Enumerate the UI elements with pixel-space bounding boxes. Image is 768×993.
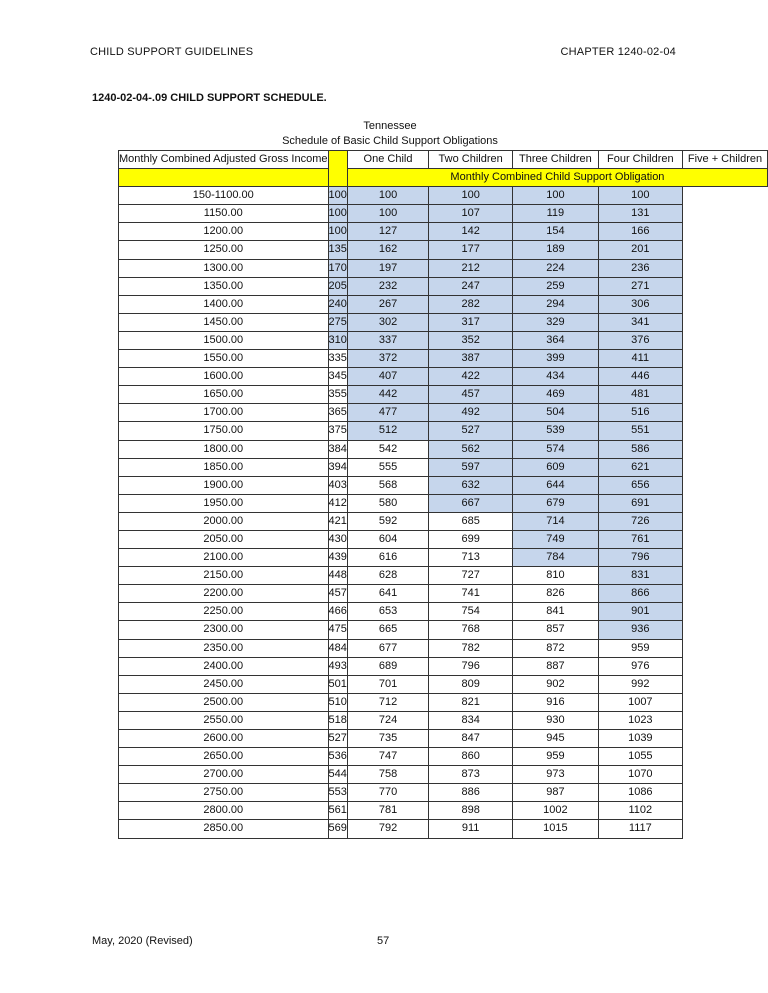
obligation-cell: 387 <box>429 350 513 368</box>
obligation-cell: 872 <box>513 639 598 657</box>
obligation-cell: 857 <box>513 621 598 639</box>
obligation-cell: 475 <box>328 621 347 639</box>
table-row <box>119 313 768 331</box>
obligation-cell: 544 <box>328 766 347 784</box>
band-row <box>119 169 768 187</box>
obligation-cell: 887 <box>513 657 598 675</box>
obligation-cell: 259 <box>513 277 598 295</box>
income-cell: 1200.00 <box>119 223 329 241</box>
running-header-chapter: CHAPTER 1240-02-04 <box>560 46 676 58</box>
schedule-body <box>119 187 768 838</box>
obligation-cell: 1117 <box>598 820 682 838</box>
income-cell: 2300.00 <box>119 621 329 639</box>
obligation-cell: 810 <box>513 567 598 585</box>
obligation-cell: 574 <box>513 440 598 458</box>
obligation-cell: 987 <box>513 784 598 802</box>
income-cell: 2700.00 <box>119 766 329 784</box>
obligation-cell: 561 <box>328 802 347 820</box>
obligation-cell: 860 <box>429 748 513 766</box>
obligation-cell: 898 <box>429 802 513 820</box>
income-cell: 2850.00 <box>119 820 329 838</box>
obligation-cell: 761 <box>598 530 682 548</box>
obligation-cell: 294 <box>513 295 598 313</box>
obligation-cell: 512 <box>347 422 428 440</box>
obligation-cell: 1007 <box>598 693 682 711</box>
obligation-cell: 448 <box>328 567 347 585</box>
obligation-cell: 826 <box>513 585 598 603</box>
income-cell: 1750.00 <box>119 422 329 440</box>
obligation-cell: 170 <box>328 259 347 277</box>
income-cell: 1550.00 <box>119 350 329 368</box>
obligation-cell: 399 <box>513 350 598 368</box>
band-spacer <box>119 169 329 187</box>
income-cell: 2500.00 <box>119 693 329 711</box>
obligation-cell: 271 <box>598 277 682 295</box>
obligation-cell: 375 <box>328 422 347 440</box>
obligation-cell: 936 <box>598 621 682 639</box>
obligation-cell: 641 <box>347 585 428 603</box>
income-cell: 1600.00 <box>119 368 329 386</box>
table-row <box>119 621 768 639</box>
table-header-row <box>119 151 768 169</box>
obligation-cell: 337 <box>347 331 428 349</box>
income-cell: 2250.00 <box>119 603 329 621</box>
obligation-cell: 135 <box>328 241 347 259</box>
obligation-cell: 901 <box>598 603 682 621</box>
obligation-cell: 834 <box>429 711 513 729</box>
obligation-cell: 439 <box>328 549 347 567</box>
table-row <box>119 820 768 838</box>
table-row <box>119 458 768 476</box>
income-cell: 1350.00 <box>119 277 329 295</box>
obligation-cell: 580 <box>347 494 428 512</box>
table-row <box>119 187 768 205</box>
obligation-cell: 376 <box>598 331 682 349</box>
obligation-cell: 329 <box>513 313 598 331</box>
column-header-one-child: One Child <box>347 151 428 169</box>
obligation-cell: 597 <box>429 458 513 476</box>
obligation-cell: 768 <box>429 621 513 639</box>
obligation-cell: 372 <box>347 350 428 368</box>
income-cell: 1150.00 <box>119 205 329 223</box>
obligation-cell: 310 <box>328 331 347 349</box>
obligation-cell: 714 <box>513 512 598 530</box>
obligation-cell: 403 <box>328 476 347 494</box>
obligation-cell: 282 <box>429 295 513 313</box>
obligation-cell: 873 <box>429 766 513 784</box>
obligation-cell: 667 <box>429 494 513 512</box>
column-header-three-children: Three Children <box>513 151 598 169</box>
table-row <box>119 530 768 548</box>
obligation-cell: 841 <box>513 603 598 621</box>
table-row <box>119 730 768 748</box>
obligation-cell: 341 <box>598 313 682 331</box>
obligation-cell: 412 <box>328 494 347 512</box>
obligation-cell: 679 <box>513 494 598 512</box>
obligation-cell: 100 <box>328 223 347 241</box>
obligation-cell: 1102 <box>598 802 682 820</box>
obligation-cell: 735 <box>347 730 428 748</box>
obligation-cell: 100 <box>328 205 347 223</box>
table-row <box>119 404 768 422</box>
obligation-cell: 569 <box>328 820 347 838</box>
obligation-cell: 536 <box>328 748 347 766</box>
obligation-cell: 632 <box>429 476 513 494</box>
obligation-cell: 677 <box>347 639 428 657</box>
obligation-cell: 177 <box>429 241 513 259</box>
obligation-cell: 421 <box>328 512 347 530</box>
table-row <box>119 603 768 621</box>
obligation-cell: 247 <box>429 277 513 295</box>
obligation-cell: 770 <box>347 784 428 802</box>
obligation-cell: 527 <box>328 730 347 748</box>
table-row <box>119 277 768 295</box>
obligation-cell: 592 <box>347 512 428 530</box>
obligation-cell: 656 <box>598 476 682 494</box>
income-cell: 1900.00 <box>119 476 329 494</box>
support-schedule-table <box>118 150 768 839</box>
obligation-cell: 317 <box>429 313 513 331</box>
obligation-cell: 501 <box>328 675 347 693</box>
obligation-cell: 959 <box>598 639 682 657</box>
income-cell: 1400.00 <box>119 295 329 313</box>
page-number: 57 <box>377 935 390 947</box>
obligation-cell: 911 <box>429 820 513 838</box>
income-cell: 2050.00 <box>119 530 329 548</box>
obligation-cell: 100 <box>347 187 428 205</box>
obligation-cell: 976 <box>598 657 682 675</box>
obligation-cell: 457 <box>328 585 347 603</box>
obligation-cell: 469 <box>513 386 598 404</box>
obligation-cell: 741 <box>429 585 513 603</box>
obligation-cell: 477 <box>347 404 428 422</box>
table-row <box>119 422 768 440</box>
obligation-cell: 551 <box>598 422 682 440</box>
obligation-cell: 127 <box>347 223 428 241</box>
obligation-cell: 510 <box>328 693 347 711</box>
obligation-cell: 504 <box>513 404 598 422</box>
table-caption-title: Schedule of Basic Child Support Obligations <box>282 135 498 147</box>
income-cell: 2450.00 <box>119 675 329 693</box>
table-row <box>119 259 768 277</box>
obligation-cell: 189 <box>513 241 598 259</box>
table-row <box>119 386 768 404</box>
income-cell: 2750.00 <box>119 784 329 802</box>
obligation-cell: 100 <box>328 187 347 205</box>
obligation-cell: 100 <box>347 205 428 223</box>
income-cell: 2200.00 <box>119 585 329 603</box>
obligation-cell: 539 <box>513 422 598 440</box>
table-row <box>119 440 768 458</box>
obligation-cell: 758 <box>347 766 428 784</box>
table-row <box>119 784 768 802</box>
obligation-cell: 665 <box>347 621 428 639</box>
obligation-cell: 866 <box>598 585 682 603</box>
obligation-cell: 493 <box>328 657 347 675</box>
table-row <box>119 549 768 567</box>
obligation-cell: 442 <box>347 386 428 404</box>
table-row <box>119 748 768 766</box>
obligation-cell: 562 <box>429 440 513 458</box>
obligation-cell: 726 <box>598 512 682 530</box>
obligation-cell: 162 <box>347 241 428 259</box>
obligation-cell: 481 <box>598 386 682 404</box>
obligation-cell: 902 <box>513 675 598 693</box>
obligation-cell: 232 <box>347 277 428 295</box>
obligation-cell: 205 <box>328 277 347 295</box>
obligation-cell: 306 <box>598 295 682 313</box>
column-header-four-children: Four Children <box>598 151 682 169</box>
obligation-cell: 1055 <box>598 748 682 766</box>
income-cell: 2100.00 <box>119 549 329 567</box>
obligation-cell: 384 <box>328 440 347 458</box>
obligation-cell: 609 <box>513 458 598 476</box>
obligation-cell: 886 <box>429 784 513 802</box>
obligation-cell: 516 <box>598 404 682 422</box>
obligation-cell: 644 <box>513 476 598 494</box>
obligation-cell: 302 <box>347 313 428 331</box>
table-row <box>119 223 768 241</box>
obligation-cell: 701 <box>347 675 428 693</box>
obligation-cell: 945 <box>513 730 598 748</box>
obligation-cell: 959 <box>513 748 598 766</box>
obligation-cell: 352 <box>429 331 513 349</box>
obligation-cell: 236 <box>598 259 682 277</box>
income-cell: 150-1100.00 <box>119 187 329 205</box>
obligation-cell: 365 <box>328 404 347 422</box>
income-cell: 2650.00 <box>119 748 329 766</box>
income-cell: 1300.00 <box>119 259 329 277</box>
obligation-cell: 275 <box>328 313 347 331</box>
obligation-cell: 240 <box>328 295 347 313</box>
obligation-cell: 796 <box>598 549 682 567</box>
obligation-cell: 197 <box>347 259 428 277</box>
income-cell: 1850.00 <box>119 458 329 476</box>
obligation-cell: 628 <box>347 567 428 585</box>
obligation-cell: 446 <box>598 368 682 386</box>
obligation-cell: 604 <box>347 530 428 548</box>
obligation-cell: 784 <box>513 549 598 567</box>
table-row <box>119 205 768 223</box>
obligation-cell: 713 <box>429 549 513 567</box>
obligation-cell: 355 <box>328 386 347 404</box>
obligation-cell: 201 <box>598 241 682 259</box>
obligation-cell: 992 <box>598 675 682 693</box>
obligation-cell: 1086 <box>598 784 682 802</box>
obligation-cell: 712 <box>347 693 428 711</box>
table-row <box>119 693 768 711</box>
income-cell: 1500.00 <box>119 331 329 349</box>
obligation-cell: 749 <box>513 530 598 548</box>
income-cell: 2350.00 <box>119 639 329 657</box>
obligation-cell: 100 <box>513 187 598 205</box>
column-header-five-plus-children: Five + Children <box>683 151 768 169</box>
obligation-cell: 747 <box>347 748 428 766</box>
obligation-cell: 224 <box>513 259 598 277</box>
footer-revision-date: May, 2020 (Revised) <box>92 935 193 947</box>
obligation-cell: 1023 <box>598 711 682 729</box>
table-row <box>119 368 768 386</box>
obligation-cell: 796 <box>429 657 513 675</box>
obligation-cell: 754 <box>429 603 513 621</box>
income-cell: 2600.00 <box>119 730 329 748</box>
obligation-cell: 653 <box>347 603 428 621</box>
obligation-cell: 527 <box>429 422 513 440</box>
obligation-cell: 430 <box>328 530 347 548</box>
obligation-band-label: Monthly Combined Child Support Obligation <box>347 169 767 187</box>
obligation-cell: 792 <box>347 820 428 838</box>
obligation-cell: 781 <box>347 802 428 820</box>
obligation-cell: 484 <box>328 639 347 657</box>
table-row <box>119 350 768 368</box>
obligation-cell: 916 <box>513 693 598 711</box>
obligation-cell: 616 <box>347 549 428 567</box>
obligation-cell: 345 <box>328 368 347 386</box>
obligation-cell: 267 <box>347 295 428 313</box>
table-row <box>119 494 768 512</box>
income-cell: 1250.00 <box>119 241 329 259</box>
table-row <box>119 331 768 349</box>
obligation-cell: 1002 <box>513 802 598 820</box>
obligation-cell: 100 <box>429 187 513 205</box>
obligation-cell: 518 <box>328 711 347 729</box>
obligation-cell: 131 <box>598 205 682 223</box>
obligation-cell: 689 <box>347 657 428 675</box>
obligation-cell: 422 <box>429 368 513 386</box>
income-cell: 2800.00 <box>119 802 329 820</box>
obligation-cell: 119 <box>513 205 598 223</box>
obligation-cell: 555 <box>347 458 428 476</box>
income-cell: 2000.00 <box>119 512 329 530</box>
obligation-cell: 100 <box>598 187 682 205</box>
obligation-cell: 809 <box>429 675 513 693</box>
obligation-cell: 685 <box>429 512 513 530</box>
obligation-cell: 142 <box>429 223 513 241</box>
obligation-cell: 411 <box>598 350 682 368</box>
obligation-cell: 457 <box>429 386 513 404</box>
yellow-separator-column <box>328 151 347 187</box>
income-cell: 1450.00 <box>119 313 329 331</box>
income-cell: 2550.00 <box>119 711 329 729</box>
table-row <box>119 711 768 729</box>
obligation-cell: 166 <box>598 223 682 241</box>
obligation-cell: 727 <box>429 567 513 585</box>
table-row <box>119 476 768 494</box>
table-row <box>119 766 768 784</box>
income-cell: 1700.00 <box>119 404 329 422</box>
obligation-cell: 212 <box>429 259 513 277</box>
table-caption-state: Tennessee <box>363 120 417 132</box>
obligation-cell: 335 <box>328 350 347 368</box>
obligation-cell: 782 <box>429 639 513 657</box>
section-title: 1240-02-04-.09 CHILD SUPPORT SCHEDULE. <box>92 92 327 104</box>
income-cell: 1650.00 <box>119 386 329 404</box>
table-row <box>119 675 768 693</box>
obligation-cell: 973 <box>513 766 598 784</box>
table-row <box>119 512 768 530</box>
obligation-cell: 407 <box>347 368 428 386</box>
income-cell: 2400.00 <box>119 657 329 675</box>
table-row <box>119 567 768 585</box>
table-row <box>119 295 768 313</box>
obligation-cell: 1039 <box>598 730 682 748</box>
obligation-cell: 930 <box>513 711 598 729</box>
table-row <box>119 639 768 657</box>
table-row <box>119 802 768 820</box>
obligation-cell: 621 <box>598 458 682 476</box>
table-row <box>119 657 768 675</box>
obligation-cell: 831 <box>598 567 682 585</box>
income-cell: 1800.00 <box>119 440 329 458</box>
obligation-cell: 568 <box>347 476 428 494</box>
income-cell: 1950.00 <box>119 494 329 512</box>
obligation-cell: 1070 <box>598 766 682 784</box>
table-row <box>119 241 768 259</box>
obligation-cell: 724 <box>347 711 428 729</box>
obligation-cell: 586 <box>598 440 682 458</box>
obligation-cell: 821 <box>429 693 513 711</box>
obligation-cell: 847 <box>429 730 513 748</box>
income-cell: 2150.00 <box>119 567 329 585</box>
obligation-cell: 154 <box>513 223 598 241</box>
obligation-cell: 466 <box>328 603 347 621</box>
obligation-cell: 699 <box>429 530 513 548</box>
obligation-cell: 492 <box>429 404 513 422</box>
table-row <box>119 585 768 603</box>
income-column-header: Monthly Combined Adjusted Gross Income <box>119 151 329 169</box>
obligation-cell: 542 <box>347 440 428 458</box>
obligation-cell: 107 <box>429 205 513 223</box>
obligation-cell: 553 <box>328 784 347 802</box>
obligation-cell: 364 <box>513 331 598 349</box>
column-header-two-children: Two Children <box>429 151 513 169</box>
obligation-cell: 1015 <box>513 820 598 838</box>
obligation-cell: 691 <box>598 494 682 512</box>
obligation-cell: 434 <box>513 368 598 386</box>
running-header-title: CHILD SUPPORT GUIDELINES <box>90 46 254 58</box>
obligation-cell: 394 <box>328 458 347 476</box>
